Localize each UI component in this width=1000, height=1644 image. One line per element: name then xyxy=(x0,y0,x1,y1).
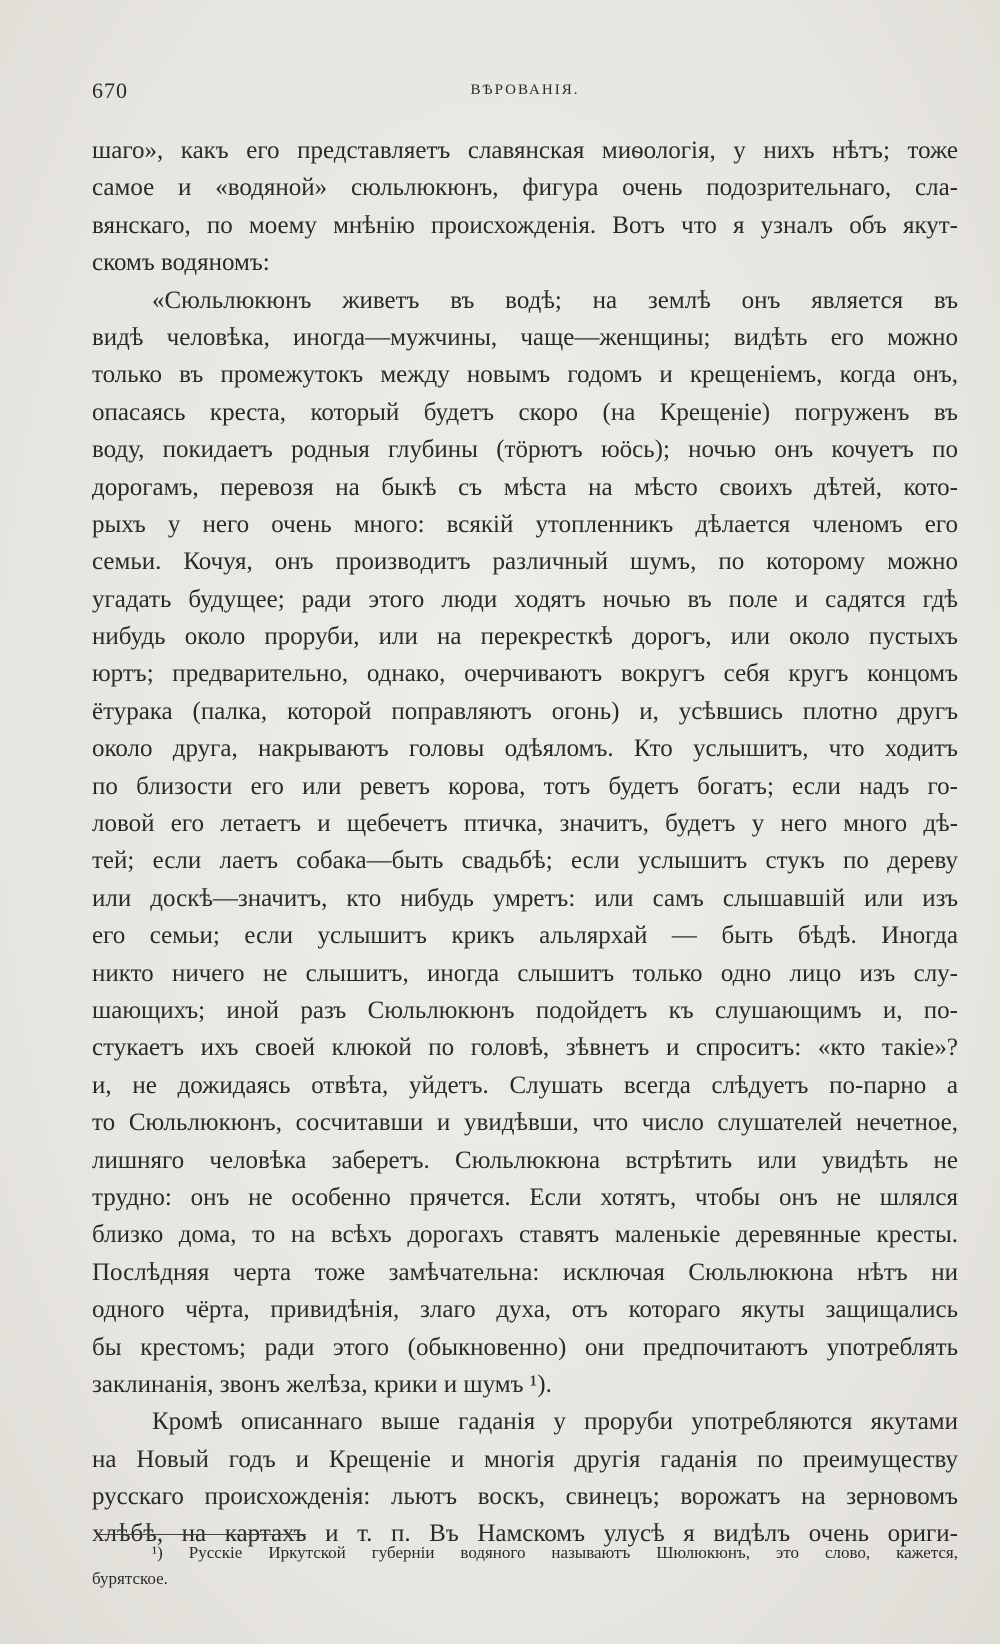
footnote-divider xyxy=(96,1534,306,1535)
text-line: рыхъ у него очень много: всякій утопленникъ дѣлается членомъ его xyxy=(92,510,958,538)
text-line: угадать будущее; ради этого люди ходятъ ночью въ поле и садятся гдѣ xyxy=(92,585,958,613)
text-line: на Новый годъ и Крещеніе и многія другія гаданія по преимуществу xyxy=(92,1445,958,1473)
text-line: трудно: онъ не особенно прячется. Если хотятъ, чтобы онъ не шлялся xyxy=(92,1183,958,1211)
text-line: опасаясь креста, который будетъ скоро (на Крещеніе) погруженъ въ xyxy=(92,398,958,426)
text-line: дорогамъ, перевозя на быкѣ съ мѣста на мѣсто своихъ дѣтей, кото- xyxy=(92,473,958,501)
text-line: хлѣбѣ, на картахъ и т. п. Въ Намскомъ улусѣ я видѣлъ очень ориги- xyxy=(92,1520,958,1548)
text-line: то Сюльлюкюнъ, сосчитавши и увидѣвши, что число слушателей нечетное, xyxy=(92,1109,958,1137)
text-line: его семьи; если услышитъ крикъ альлярхай — быть бѣдѣ. Иногда xyxy=(92,922,958,950)
text-line: или доскѣ—значитъ, кто нибудь умретъ: или самъ слышавшій или изъ xyxy=(92,884,958,912)
text-line: воду, покидаетъ родныя глубины (тӧрютъ юӧсь); ночью онъ кочуетъ по xyxy=(92,436,958,464)
text-line: никто ничего не слышитъ, иногда слышитъ только одно лицо изъ слу- xyxy=(92,959,958,987)
text-line: заклинанія, звонъ желѣза, крики и шумъ ¹). xyxy=(92,1370,552,1398)
text-line: «Сюльлюкюнъ живетъ въ водѣ; на землѣ онъ является въ xyxy=(152,286,958,314)
text-line: тей; если лаетъ собака—быть свадьбѣ; если услышитъ стукъ по дереву xyxy=(92,847,958,875)
page-header xyxy=(92,78,958,108)
text-line: близко дома, то на всѣхъ дорогахъ ставятъ маленькіе деревянные кресты. xyxy=(92,1221,958,1249)
text-line: семьи. Кочуя, онъ производитъ различный шумъ, по которому можно xyxy=(92,548,958,576)
text-line: скомъ водяномъ: xyxy=(92,249,270,277)
text-line: Послѣдняя черта тоже замѣчательна: исключая Сюльлюкюна нѣтъ ни xyxy=(92,1258,958,1286)
text-line: юртъ; предварительно, однако, очерчиваютъ вокругъ себя кругъ концомъ xyxy=(92,660,958,688)
footnote-line: бурятское. xyxy=(92,1569,168,1588)
text-line: бы крестомъ; ради этого (обыкновенно) они предпочитаютъ употреблять xyxy=(92,1333,958,1361)
footnotes xyxy=(92,1540,958,1592)
text-line: только въ промежутокъ между новымъ годомъ и крещеніемъ, когда онъ, xyxy=(92,361,958,389)
text-line: русскаго происхожденія: льютъ воскъ, свинецъ; ворожатъ на зерновомъ xyxy=(92,1483,958,1511)
text-line: стукаетъ ихъ своей клюкой по головѣ, зѣвнетъ и спроситъ: «кто такіе»? xyxy=(92,1034,958,1062)
text-line: по близости его или реветъ корова, тотъ будетъ богатъ; если надъ го- xyxy=(92,772,958,800)
text-line: вянскаго, по моему мнѣнію происхожденія. Вотъ что я узналъ объ якут- xyxy=(92,211,958,239)
text-line: одного чёрта, привидѣнія, злаго духа, отъ котораго якуты защищались xyxy=(92,1296,958,1324)
text-line: видѣ человѣка, иногда—мужчины, чаще—женщины; видѣть его можно xyxy=(92,323,958,351)
footnote-line: ¹) Русскіе Иркутской губерніи водяного называютъ Шюлюкюнъ, это слово, кажется, xyxy=(152,1543,958,1562)
text-line: самое и «водяной» сюльлюкюнъ, фигура очень подозрительнаго, сла- xyxy=(92,174,958,202)
text-line: шаго», какъ его представляетъ славянская миѳологія, у нихъ нѣтъ; тоже xyxy=(92,137,958,164)
text-line: ётурака (палка, которой поправляютъ огонь) и, усѣвшись плотно другъ xyxy=(92,697,958,725)
body-text xyxy=(92,132,958,1553)
text-line: Кромѣ описаннаго выше гаданія у проруби употребляются якутами xyxy=(152,1408,958,1436)
text-line: и, не дожидаясь отвѣта, уйдетъ. Слушать всегда слѣдуетъ по-парно а xyxy=(92,1071,958,1099)
running-title: ВѢРОВАНІЯ. xyxy=(470,82,580,98)
text-line: лишняго человѣка заберетъ. Сюльлюкюна встрѣтить или увидѣть не xyxy=(92,1146,958,1174)
text-line: нибудь около проруби, или на перекресткѣ дорогъ, или около пустыхъ xyxy=(92,623,958,651)
page-number: 670 xyxy=(92,78,128,103)
text-line: около друга, накрываютъ головы одѣяломъ. Кто услышитъ, что ходитъ xyxy=(92,735,958,763)
text-line: ловой его летаетъ и щебечетъ птичка, значитъ, будетъ у него много дѣ- xyxy=(92,810,958,838)
text-line: шающихъ; иной разъ Сюльлюкюнъ подойдетъ къ слушающимъ и, по- xyxy=(92,996,958,1024)
